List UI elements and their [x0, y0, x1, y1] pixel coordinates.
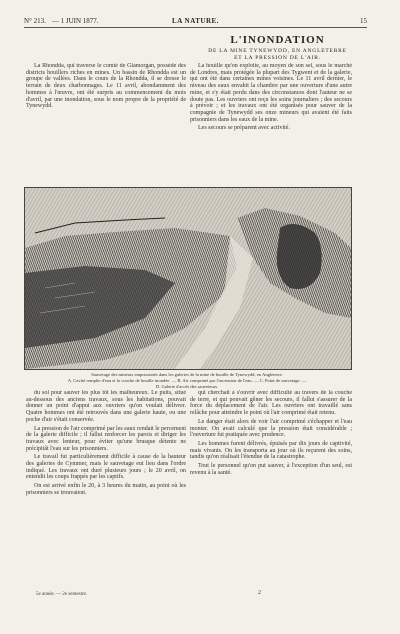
bottom-right-paragraph-1: qui cherchait à s'ouvrir avec difficulté au travers de la couche de terre, et qui pouvait gêner les secours, il fallut s'assurer de la force du déplacement de l'air. Les ouvriers ont travaillé sans relâche pour atteindre le point où l'air comprimé était retenu. — [190, 390, 352, 417]
page-number: 15 — [360, 17, 367, 25]
article-subtitle-1: DE LA MINE TYNEWYDD, EN ANGLETERRE — [208, 48, 347, 54]
right-top-paragraph-1: La houille qu'on exploite, au moyen de son sel, sous le marché de Londres, mais protégée la plupart des Tygwent et de la galerie, qui ont été dans certaines mines voisines. Le 11 avril dernier, le niveau des eaux envahit la chambre par une ouverture d'une autre mine, et s'y était perdu dans des circonstances dont l'auteur ne se doute pas. Les ouvriers ont reçu les soins journaliers ; des secours à prévoir ; et les travaux ont été organisés pour sauver de la compagnie de Tynewydd ses onze mineurs qui avaient été faits prisonniers dans les eaux de la mine. — [190, 63, 352, 123]
page-header — [24, 13, 367, 28]
caption-line-1: Sauvetage des mineurs emprisonnés dans les galeries de la mine de houille de Tynewydd, en Angleterre. — [91, 372, 283, 377]
article-title-block — [190, 34, 365, 61]
bottom-left-paragraph-2: La pression de l'air comprimé par les eaux rendait le percement de la galerie difficile ; il fallut renforcer les parois et diriger les travaux avec lenteur, pour éviter qu'une brusque détente ne précipitât l'eau sur les prisonniers. — [26, 425, 186, 452]
issue-date: — 1 JUIN 1877. — [51, 17, 99, 25]
bottom-right-paragraph-3: Les hommes furent délivrés, épuisés par dix jours de captivité, mais vivants. On les transporta au jour où ils reçurent des soins, tandis qu'on réalisait l'étendue de la catastrophe. — [190, 440, 352, 461]
right-top-paragraph-2: Les secours se préparent avec activité. — [198, 125, 290, 132]
figure-caption — [32, 372, 342, 391]
bottom-right-paragraph-2: Le danger était alors de voir l'air comprimé s'échapper et l'eau monter. On avait calculé que la pression était considérable ; l'ouverture fut pratiquée avec prudence. — [190, 418, 352, 439]
caption-line-2: A. Cavité remplie d'eau et la couche de houille inondée. — B. Air comprimé par l'ascension de l'eau. — C. Point de sauvetage. — — [67, 378, 307, 384]
bottom-left-paragraph-4: On est arrivé enfin le 20, à 3 heures du matin, au point où les prisonniers se trouvaient. — [26, 483, 186, 496]
bottom-right-paragraph-4: Tout le personnel qu'on put sauver, à l'exception d'un seul, est revenu à la santé. — [190, 463, 352, 476]
bottom-left-paragraph-1: du sol pour sauver les plus tôt les malheureux. Le puits, situé au-dessous des anciens travaux, sous les habitations, pouvait donner un point d'appui aux ouvriers qu'on voulait délivrer. Quatre hommes ont été retrouvés dans une galerie haute, ou une poche d'air s'était conservée. — [26, 390, 186, 423]
caption-line-3: D. Galerie d'accès des sauveteurs. — [155, 384, 219, 390]
issue-number: N° 213. — [24, 17, 46, 25]
article-title: L'INONDATION — [230, 34, 325, 46]
article-subtitle-2: ET LA PRESSION DE L'AIR. — [234, 55, 321, 61]
journal-name: LA NATURE. — [172, 17, 219, 25]
bottom-left-paragraph-3: Le travail fut particulièrement difficile à cause de la hauteur des galeries de Cymmer, mais le sauvetage eut lieu dans l'ordre indiqué. Les travaux ont duré plusieurs jours ; le 20 avril, on entendit les coups frappés par les captifs. — [26, 454, 186, 481]
intro-column — [26, 63, 186, 181]
right-top-column — [190, 63, 352, 185]
engraving-figure — [24, 187, 352, 370]
mine-engraving-illustration — [25, 188, 351, 369]
signature-mark: 2 — [258, 590, 261, 596]
footer-note: 5e année. — 2e semestre. — [36, 592, 88, 597]
intro-paragraph-1: La Rhondda, qui traverse le comté de Glamorgan, possède des districts houillers riches en mines. Un bassin de Rhondda est un groupe de vallées. Dans le cours de la Rhondda, il se dresse le terrain de deux charbonnages. Le 11 avril, abondamment des hommes à l'œuvre, ont été surpris au commencement du mois d'avril, par une inondation, sous le nom propre de la propriété de Tynewydd. — [26, 63, 186, 110]
bottom-left-column — [26, 390, 186, 586]
rescuers-group — [277, 224, 322, 289]
bottom-right-column — [190, 390, 352, 586]
